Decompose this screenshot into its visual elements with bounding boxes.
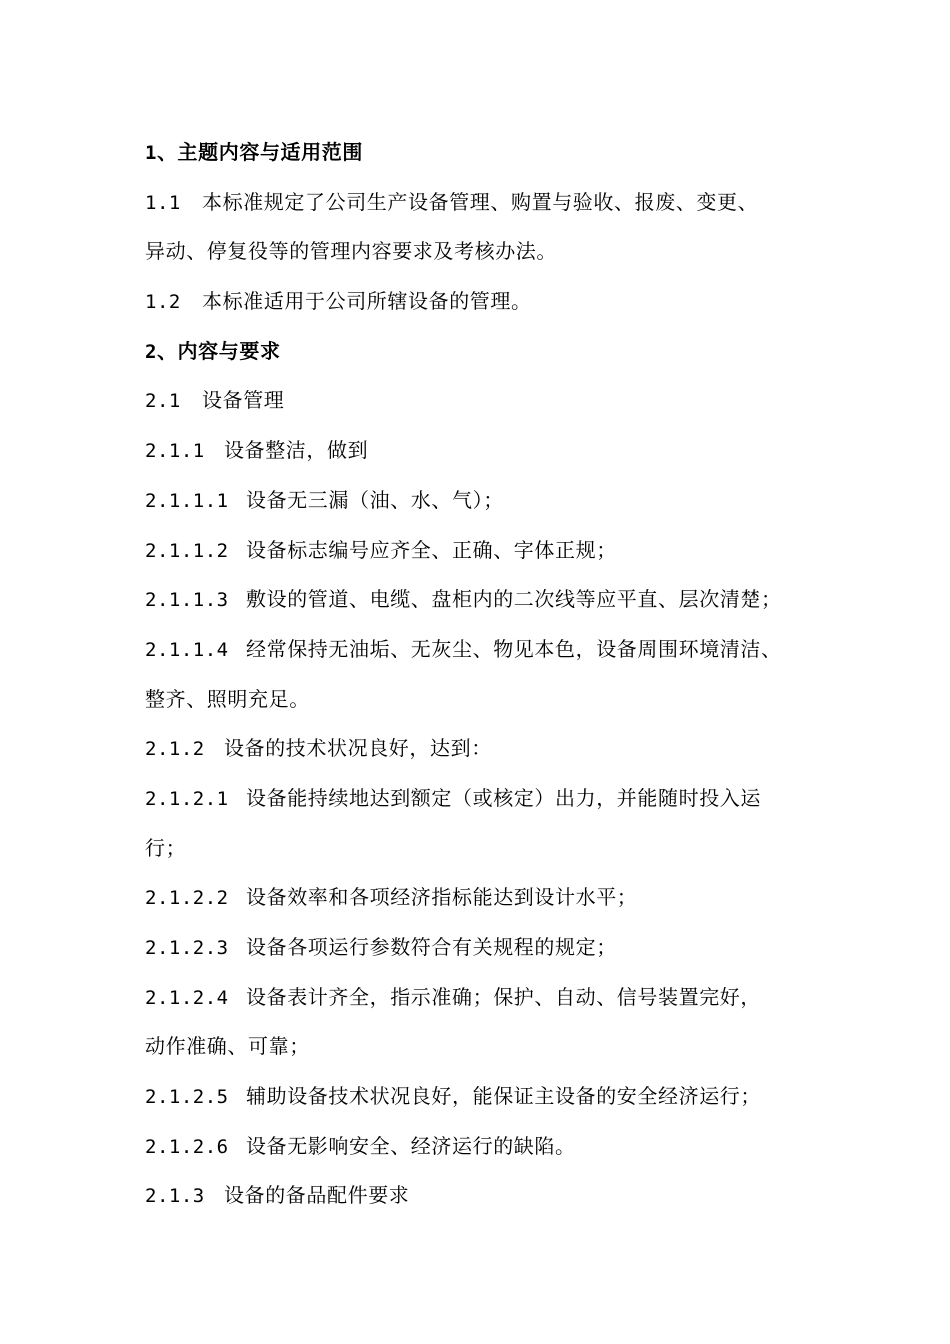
clause-text: 、主题内容与适用范围 [156, 140, 363, 164]
clause-text: 本标准规定了公司生产设备管理、购置与验收、报废、变更、 [202, 189, 759, 214]
clause-text: 设备整洁，做到 [224, 438, 369, 463]
clause-text: 设备无影响安全、经济运行的缺陷。 [246, 1133, 576, 1158]
clause-text: 辅助设备技术状况良好，能保证主设备的安全经济运行； [246, 1084, 761, 1109]
clause-number: 2.1.2.1 [145, 787, 229, 810]
clause-item [145, 774, 825, 824]
clause-item [145, 376, 825, 426]
clause-item [145, 476, 825, 526]
clause-number: 1.1 [145, 191, 181, 214]
clause-item [145, 873, 825, 923]
clause-text: 设备标志编号应齐全、正确、字体正规； [246, 537, 617, 562]
section-heading [145, 327, 825, 377]
clause-text: 敷设的管道、电缆、盘柜内的二次线等应平直、层次清楚； [246, 587, 782, 612]
clause-text: 设备能持续地达到额定（或核定）出力，并能随时投入运 [246, 785, 761, 810]
clause-text: 设备的技术状况良好，达到： [224, 736, 492, 761]
clause-item [145, 277, 825, 327]
clause-item [145, 973, 825, 1023]
clause-text: 设备效率和各项经济指标能达到设计水平； [246, 885, 638, 910]
clause-item [145, 625, 825, 675]
clause-number: 2.1 [145, 390, 181, 413]
paragraph-continuation [145, 1022, 825, 1072]
section-heading [145, 128, 825, 178]
clause-text: 异动、停复役等的管理内容要求及考核办法。 [145, 239, 557, 264]
clause-number: 2.1.2.3 [145, 937, 229, 959]
clause-text: 动作准确、可靠； [145, 1034, 310, 1059]
clause-number: 2.1.2.2 [145, 887, 229, 910]
clause-item [145, 923, 825, 973]
clause-text: 设备的备品配件要求 [224, 1183, 410, 1208]
clause-item [145, 426, 825, 476]
document-body [145, 128, 825, 1221]
clause-number: 2.1.1.1 [145, 489, 229, 512]
clause-item [145, 575, 825, 625]
clause-number: 2.1.2.4 [145, 986, 229, 1009]
clause-number: 2 [145, 340, 157, 363]
clause-item [145, 178, 825, 228]
clause-text: 设备管理 [202, 388, 285, 413]
clause-text: 经常保持无油垢、无灰尘、物见本色，设备周围环境清洁、 [246, 636, 782, 661]
clause-number: 2.1.1.2 [145, 539, 229, 562]
clause-number: 2.1.2 [145, 738, 205, 761]
clause-text: 整齐、照明充足。 [145, 686, 310, 711]
clause-number: 2.1.1.3 [145, 589, 229, 612]
clause-item [145, 1171, 825, 1221]
clause-number: 2.1.2.5 [145, 1086, 229, 1109]
clause-number: 1 [145, 142, 157, 164]
paragraph-continuation [145, 227, 825, 277]
clause-number: 2.1.1 [145, 440, 205, 463]
clause-text: 本标准适用于公司所辖设备的管理。 [202, 289, 532, 314]
paragraph-continuation [145, 675, 825, 725]
paragraph-continuation [145, 824, 825, 874]
clause-text: 设备表计齐全，指示准确；保护、自动、信号装置完好， [246, 984, 761, 1009]
clause-text: 设备各项运行参数符合有关规程的规定； [246, 935, 617, 959]
clause-item [145, 724, 825, 774]
clause-text: 设备无三漏（油、水、气）； [246, 487, 504, 512]
clause-item [145, 1072, 825, 1122]
clause-number: 2.1.3 [145, 1185, 205, 1208]
clause-number: 2.1.1.4 [145, 638, 229, 661]
clause-item [145, 1122, 825, 1172]
clause-number: 1.2 [145, 291, 181, 314]
clause-number: 2.1.2.6 [145, 1135, 229, 1158]
clause-text: 行； [145, 835, 187, 860]
clause-text: 、内容与要求 [156, 338, 281, 363]
clause-item [145, 526, 825, 576]
